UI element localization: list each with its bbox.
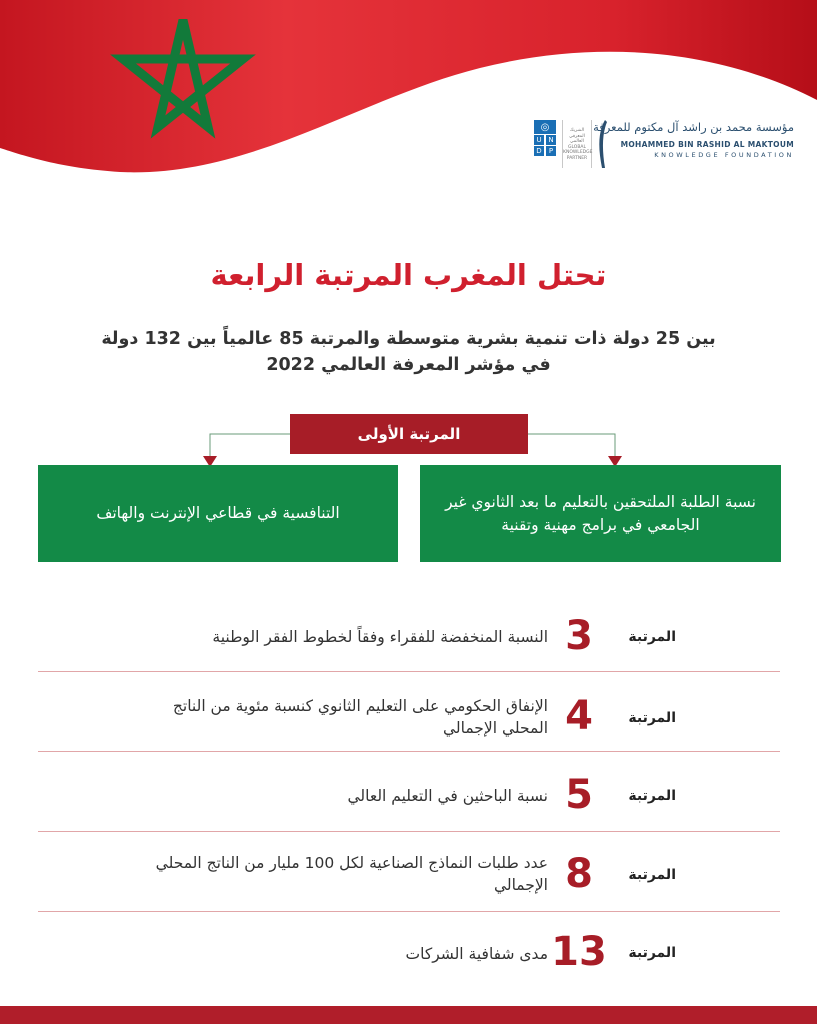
- foundation-name-en-1: MOHAMMED BIN RASHID AL MAKTOUM: [620, 140, 794, 149]
- first-rank-item-internet: التنافسية في قطاعي الإنترنت والهاتف: [38, 465, 398, 562]
- foundation-name-ar: مؤسسة محمد بن راشد آل مكتوم للمعرفة: [593, 120, 794, 134]
- rank-number: 13: [551, 929, 607, 975]
- un-emblem-icon: ◎: [534, 120, 556, 134]
- rank-row: [38, 832, 780, 912]
- rank-row: [38, 752, 780, 832]
- rank-number: 8: [565, 851, 593, 897]
- rank-row: [38, 672, 780, 752]
- subtitle-line-2: في مؤشر المعرفة العالمي 2022: [266, 355, 551, 375]
- rank-description: عدد طلبات النماذج الصناعية لكل 100 مليار من الناتج المحلي الإجمالي: [155, 854, 548, 894]
- rank-description: الإنفاق الحكومي على التعليم الثانوي كنسبة مئوية من الناتج المحلي الإجمالي: [172, 697, 548, 737]
- rank-description: مدى شفافية الشركات: [405, 945, 548, 963]
- foundation-name-en-2: KNOWLEDGE FOUNDATION: [654, 151, 794, 159]
- rank-number: 4: [565, 693, 593, 739]
- first-rank-item-vocational: نسبة الطلبة الملتحقين بالتعليم ما بعد الثانوي غير الجامعي في برامج مهنية وتقنية: [420, 465, 781, 562]
- rank-row: [38, 592, 780, 672]
- rank-label: المرتبة: [628, 710, 676, 726]
- page-title: تحتل المغرب المرتبة الرابعة: [210, 258, 607, 292]
- rank-label: المرتبة: [628, 867, 676, 883]
- rank-number: 5: [565, 772, 593, 818]
- rank-label: المرتبة: [628, 945, 676, 961]
- rank-description: نسبة الباحثين في التعليم العالي: [347, 787, 548, 805]
- undp-logo: ◎ U N D P: [534, 120, 556, 168]
- rank-label: المرتبة: [628, 788, 676, 804]
- rank-number: 3: [565, 613, 593, 659]
- page-subtitle: [60, 326, 757, 378]
- partner-logos: [534, 116, 794, 172]
- rank-description: النسبة المنخفضة للفقراء وفقاً لخطوط الفقر الوطنية: [212, 628, 548, 646]
- first-rank-header: المرتبة الأولى: [290, 414, 528, 454]
- bottom-bar: [0, 1006, 817, 1024]
- rank-row: [38, 912, 780, 992]
- global-knowledge-partner-logo: الشريك المعرفي العالمي GLOBAL KNOWLEDGE PARTNER: [562, 120, 592, 168]
- subtitle-line-1: بين 25 دولة ذات تنمية بشرية متوسطة والمرتبة 85 عالمياً بين 132 دولة: [101, 329, 716, 349]
- rank-label: المرتبة: [628, 629, 676, 645]
